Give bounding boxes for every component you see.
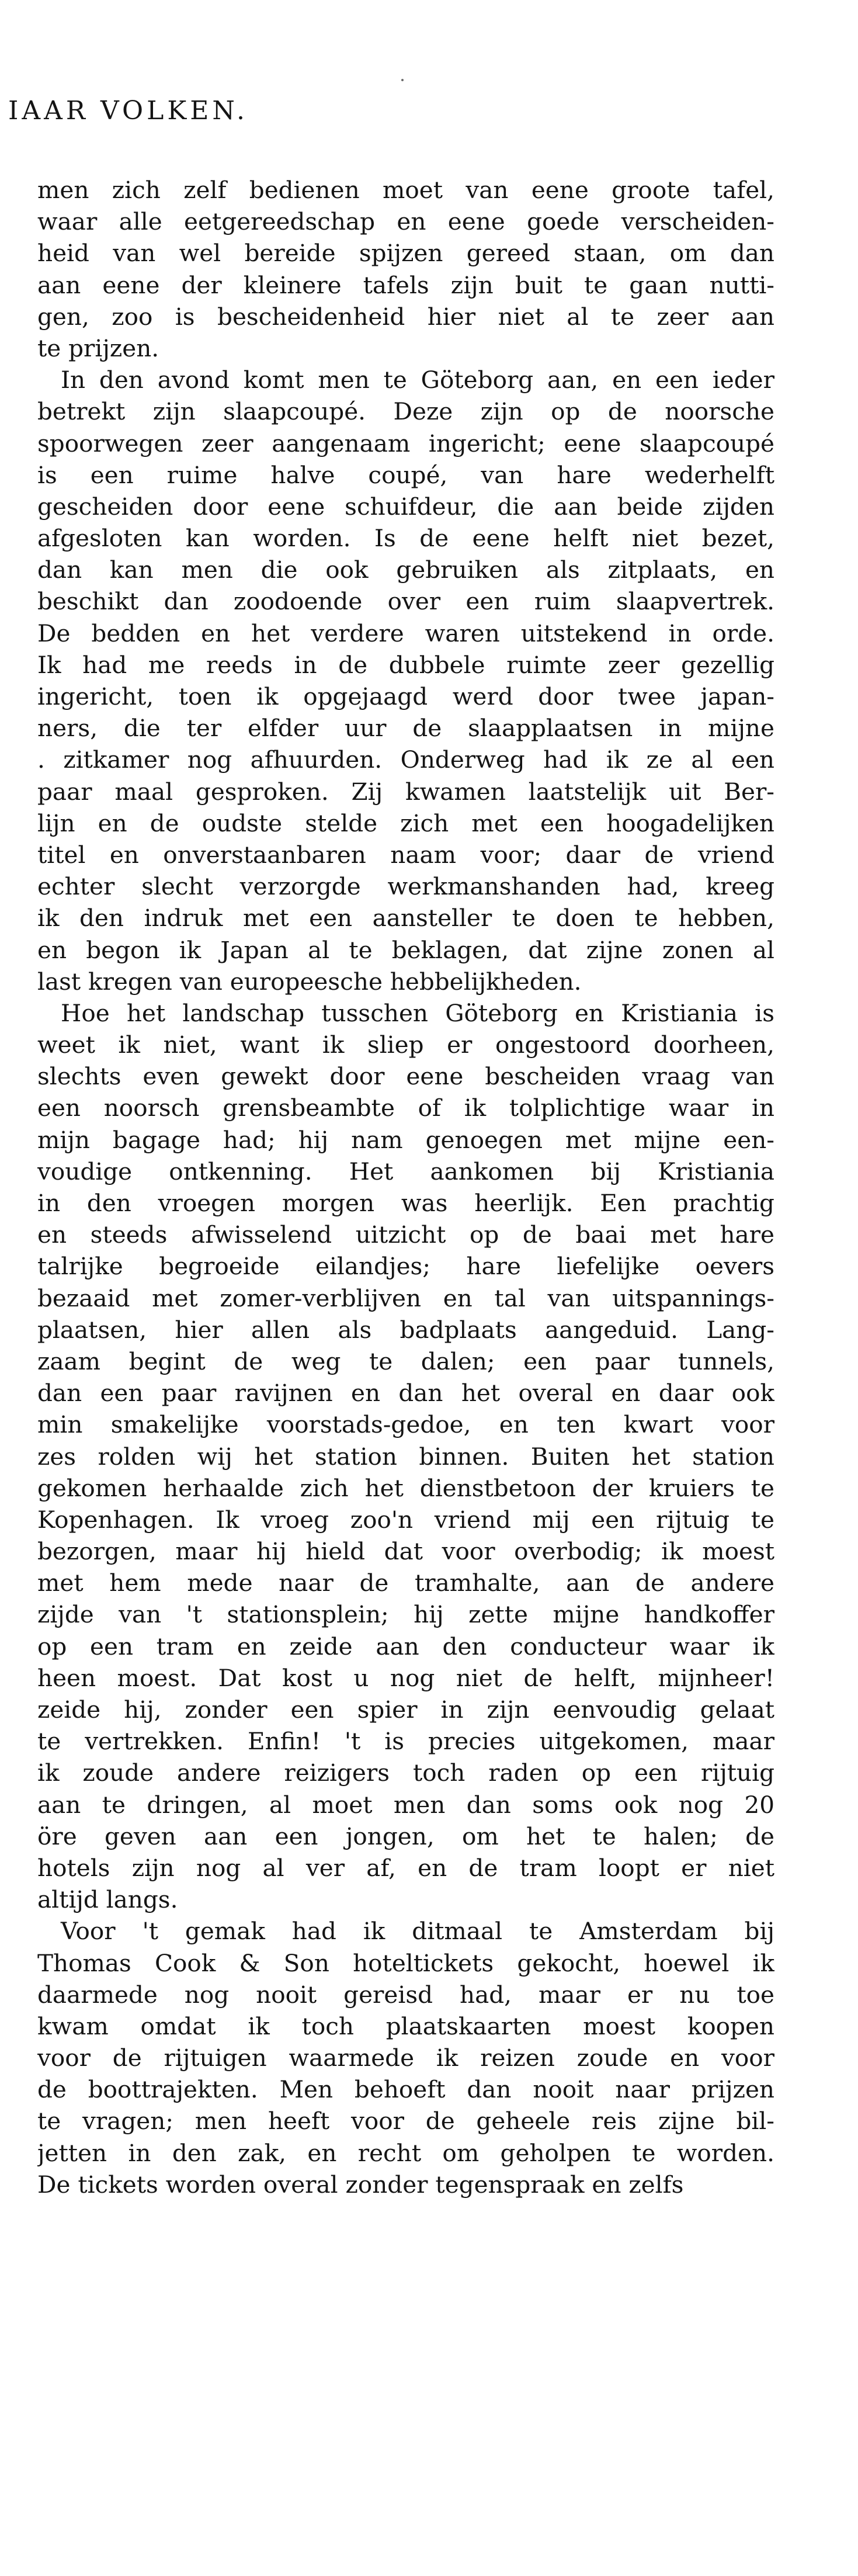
body-text [37, 174, 774, 2200]
text-line: zes rolden wij het station binnen. Buiten het station [37, 1442, 774, 1471]
text-line: bezorgen, maar hij hield dat voor overbodig; ik moest [37, 1537, 774, 1566]
text-line: heid van wel bereide spijzen gereed staan, om dan [37, 239, 774, 268]
text-line: De tickets worden overal zonder tegenspraak en zelfs [37, 2170, 684, 2199]
text-line: met hem mede naar de tramhalte, aan de andere [37, 1569, 774, 1597]
text-line: ners, die ter elfder uur de slaapplaatsen in mijne [37, 714, 774, 743]
text-line: ik zoude andere reizigers toch raden op een rijtuig [37, 1759, 774, 1787]
text-line: betrekt zijn slaapcoupé. Deze zijn op de noorsche [37, 397, 774, 426]
text-line: titel en onverstaanbaren naam voor; daar de vriend [37, 840, 774, 869]
text-line: beschikt dan zoodoende over een ruim slaapvertrek. [37, 587, 774, 616]
text-line: dan een paar ravijnen en dan het overal en daar ook [37, 1379, 774, 1407]
text-line: ingericht, toen ik opgejaagd werd door twee japan- [37, 682, 774, 710]
text-line: echter slecht verzorgde werkmanshanden had, kreeg [37, 872, 774, 901]
paragraph [37, 364, 774, 997]
text-line: jetten in den zak, en recht om geholpen te worden. [37, 2138, 774, 2167]
text-line: slechts even gewekt door eene bescheiden vraag van [37, 1062, 774, 1091]
text-line: zaam begint de weg te dalen; een paar tunnels, [37, 1347, 774, 1375]
text-line: op een tram en zeide aan den conducteur waar ik [37, 1632, 774, 1660]
text-line: zijde van 't stationsplein; hij zette mijne handkoffer [37, 1600, 774, 1629]
text-line: heen moest. Dat kost u nog niet de helft, mijnheer! [37, 1663, 774, 1692]
text-line: de boottrajekten. Men behoeft dan nooit naar prijzen [37, 2075, 774, 2104]
ink-speck [401, 79, 404, 81]
text-line: dan kan men die ook gebruiken als zitplaats, en [37, 556, 774, 584]
text-line: hotels zijn nog al ver af, en de tram loopt er niet [37, 1853, 774, 1882]
text-line: zeide hij, zonder een spier in zijn eenvoudig gelaat [37, 1696, 774, 1724]
paragraph [37, 174, 774, 364]
text-line: daarmede nog nooit gereisd had, maar er nu toe [37, 1980, 774, 2009]
text-line: kwam omdat ik toch plaatskaarten moest koopen [37, 2012, 774, 2040]
text-line: te prijzen. [37, 334, 159, 362]
text-line: In den avond komt men te Göteborg aan, en een ieder [61, 366, 774, 394]
text-line: gen, zoo is bescheidenheid hier niet al te zeer aan [37, 302, 774, 331]
text-line: voor de rijtuigen waarmede ik reizen zoude en voor [37, 2044, 774, 2072]
text-line: Kopenhagen. Ik vroeg zoo'n vriend mij een rijtuig te [37, 1505, 774, 1534]
text-line: aan eene der kleinere tafels zijn buit te gaan nutti- [37, 271, 774, 299]
text-line: De bedden en het verdere waren uitstekend in orde. [37, 619, 774, 647]
text-line: is een ruime halve coupé, van hare wederhelft [37, 460, 774, 489]
text-line: in den vroegen morgen was heerlijk. Een prachtig [37, 1189, 774, 1217]
text-line: Voor 't gemak had ik ditmaal te Amsterdam bij [61, 1917, 774, 1946]
text-line: een noorsch grensbeambte of ik tolplichtige waar in [37, 1094, 774, 1122]
text-line: weet ik niet, want ik sliep er ongestoord doorheen, [37, 1031, 774, 1059]
text-line: öre geven aan een jongen, om het te halen; de [37, 1822, 774, 1850]
text-line: talrijke begroeide eilandjes; hare liefelijke oevers [37, 1252, 774, 1281]
text-line: aan te dringen, al moet men dan soms ook nog 20 [37, 1790, 774, 1819]
text-line: Thomas Cook & Son hoteltickets gekocht, hoewel ik [37, 1949, 774, 1977]
text-line: voudige ontkenning. Het aankomen bij Kristiania [37, 1157, 774, 1185]
text-line: mijn bagage had; hij nam genoegen met mijne een- [37, 1125, 774, 1154]
text-line: Ik had me reeds in de dubbele ruimte zeer gezellig [37, 650, 774, 679]
text-line: men zich zelf bedienen moet van eene groote tafel, [37, 176, 774, 204]
text-line: paar maal gesproken. Zij kwamen laatstelijk uit Ber- [37, 777, 774, 806]
text-line: gescheiden door eene schuifdeur, die aan beide zijden [37, 492, 774, 521]
text-line: lijn en de oudste stelde zich met een hoogadelijken [37, 809, 774, 837]
text-line: gekomen herhaalde zich het dienstbetoon der kruiers te [37, 1474, 774, 1502]
paragraph [37, 997, 774, 1915]
text-line: te vragen; men heeft voor de geheele reis zijne bil- [37, 2107, 774, 2135]
text-line: . zitkamer nog afhuurden. Onderweg had ik ze al een [37, 746, 774, 774]
paragraph [37, 1915, 774, 2200]
text-line: ik den indruk met een aansteller te doen te hebben, [37, 904, 774, 932]
text-line: Hoe het landschap tusschen Göteborg en Kristiania is [61, 998, 774, 1027]
text-line: min smakelijke voorstads-gedoe, en ten kwart voor [37, 1410, 774, 1439]
text-line: last kregen van europeesche hebbelijkheden. [37, 967, 582, 996]
text-line: altijd langs. [37, 1885, 178, 1914]
text-line: en steeds afwisselend uitzicht op de baai met hare [37, 1221, 774, 1249]
text-line: waar alle eetgereedschap en eene goede verscheiden- [37, 207, 774, 236]
text-line: te vertrekken. Enfin! 't is precies uitgekomen, maar [37, 1727, 774, 1756]
text-line: plaatsen, hier allen als badplaats aangeduid. Lang- [37, 1315, 774, 1344]
text-line: spoorwegen zeer aangenaam ingericht; eene slaapcoupé [37, 429, 774, 457]
text-line: afgesloten kan worden. Is de eene helft niet bezet, [37, 524, 774, 553]
running-header-title: IAAR VOLKEN. [8, 96, 249, 126]
text-line: en begon ik Japan al te beklagen, dat zijne zonen al [37, 935, 774, 964]
text-line: bezaaid met zomer-verblijven en tal van uitspannings- [37, 1284, 774, 1312]
